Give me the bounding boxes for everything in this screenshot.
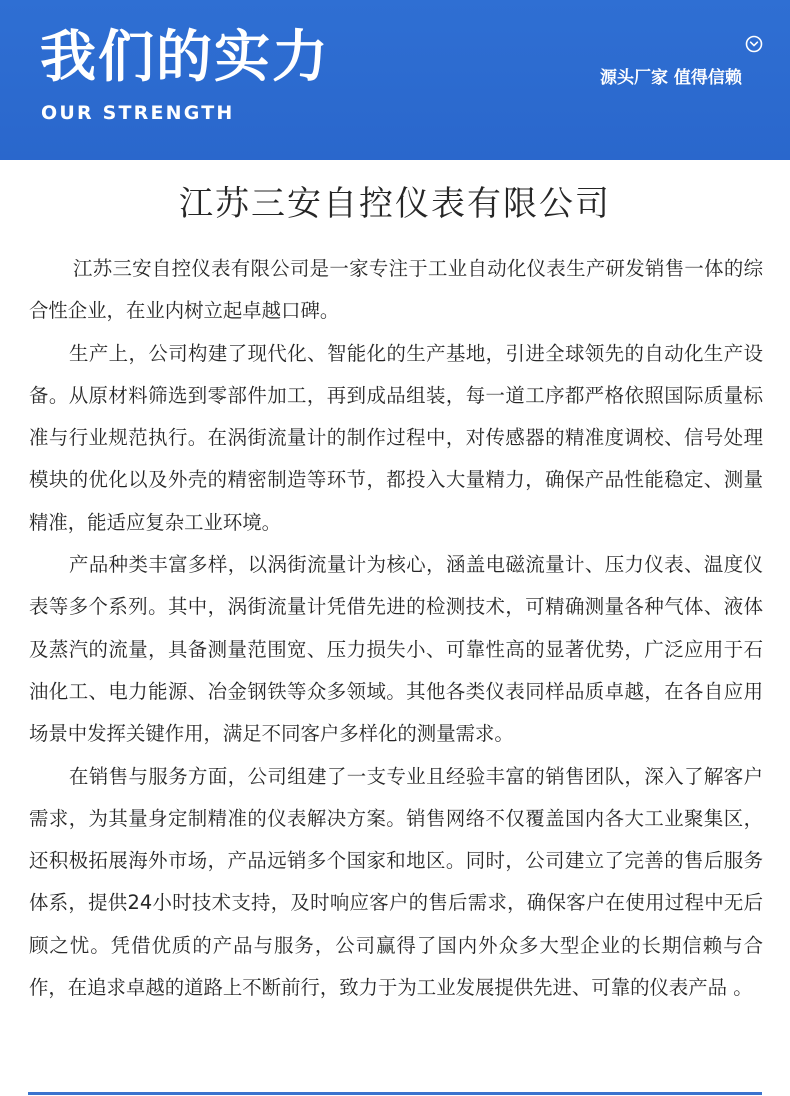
slogan: 源头厂家 值得信赖 bbox=[600, 68, 742, 88]
header-banner bbox=[0, 0, 790, 160]
intro-paragraph: 江苏三安自控仪表有限公司是一家专注于工业自动化仪表生产研发销售一体的综合性企业，在业内树立起卓越口碑。 bbox=[29, 257, 763, 323]
bottom-divider bbox=[28, 1092, 762, 1095]
company-name: 江苏三安自控仪表有限公司 bbox=[179, 184, 611, 224]
chevron-down-circle-icon bbox=[745, 35, 763, 53]
production-paragraph: 生产上，公司构建了现代化、智能化的生产基地，引进全球领先的自动化生产设备。从原材料筛选到零部件加工，再到成品组装，每一道工序都严格依照国际质量标准与行业规范执行。在涡街流量计的制作过程中，对传感器的精准度调校、信号处理模块的优化以及外壳的精密制造等环节，都投入大量精力，确保产品性能稳定、测量精准，能适应复杂工业环境。 bbox=[29, 341, 763, 534]
page-title: 我们的实力 bbox=[40, 25, 330, 90]
company-introduction bbox=[29, 248, 763, 1009]
sales-service-paragraph: 在销售与服务方面，公司组建了一支专业且经验丰富的销售团队，深入了解客户需求，为其量身定制精准的仪表解决方案。销售网络不仅覆盖国内各大工业聚集区，还积极拓展海外市场，产品远销多个国家和地区。同时，公司建立了完善的售后服务体系，提供24小时技术支持，及时响应客户的售后需求，确保客户在使用过程中无后顾之忧。凭借优质的产品与服务，公司赢得了国内外众多大型企业的长期信赖与合作，在追求卓越的道路上不断前行，致力于为工业发展提供先进、可靠的仪表产品 。 bbox=[29, 764, 763, 1000]
page-subtitle: OUR STRENGTH bbox=[41, 102, 235, 124]
products-paragraph: 产品种类丰富多样，以涡街流量计为核心，涵盖电磁流量计、压力仪表、温度仪表等多个系列。其中，涡街流量计凭借先进的检测技术，可精确测量各种气体、液体及蒸汽的流量，具备测量范围宽、压力损失小、可靠性高的显著优势，广泛应用于石油化工、电力能源、冶金钢铁等众多领域。其他各类仪表同样品质卓越，在各自应用场景中发挥关键作用，满足不同客户多样化的测量需求。 bbox=[29, 553, 763, 746]
